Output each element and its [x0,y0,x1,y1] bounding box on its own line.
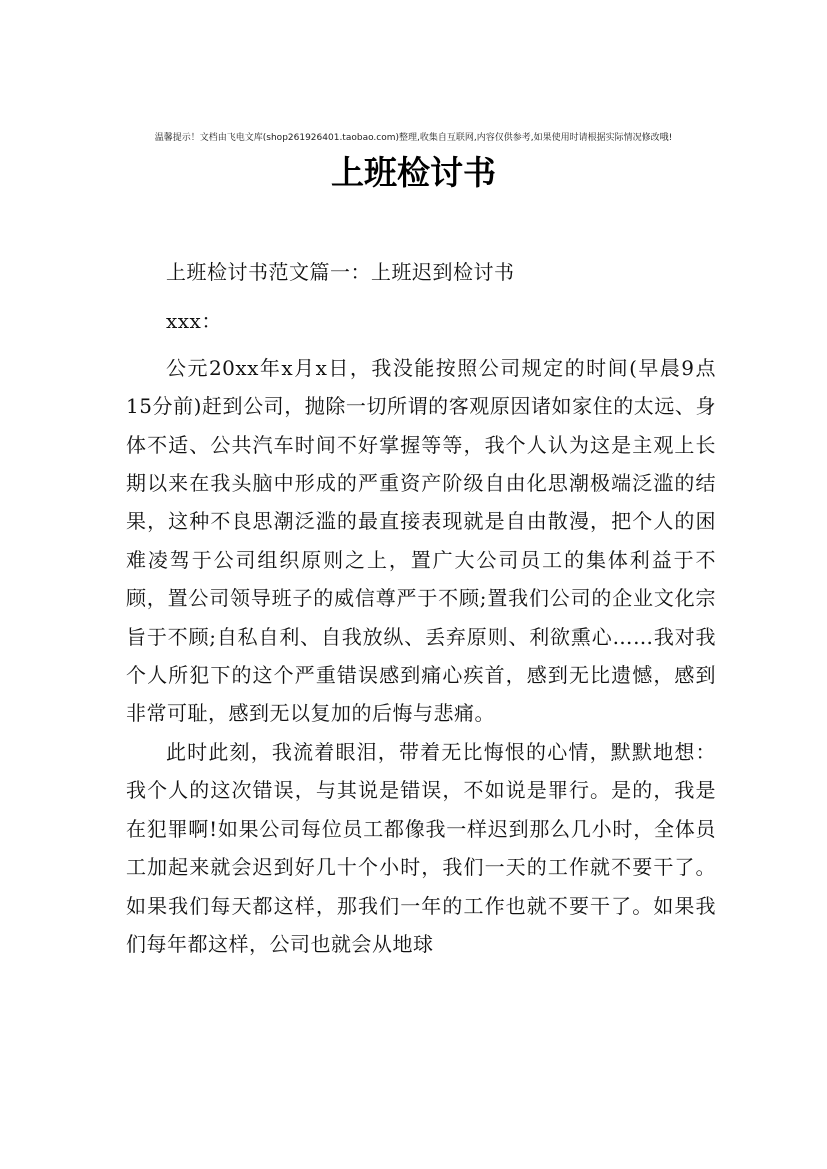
watermark-notice: 温馨提示！文档由飞电文库(shop261926401.taobao.com)整理,收集自互联网,内容仅供参考,如果使用时请根据实际情况修改哦! [154,133,673,143]
document-title: 上班检讨书 [331,153,496,192]
document-body [126,253,716,963]
section-subtitle: 上班检讨书范文篇一：上班迟到检讨书 [166,260,515,284]
salutation: xxx： [166,309,222,334]
body-paragraph-1: 公元20xx年x月x日，我没能按照公司规定的时间(早晨9点15分前)赶到公司，抛除一切所谓的客观原因诸如家住的太远、身体不适、公共汽车时间不好掌握等等，我个人认为这是主观上长期以来在我头脑中形成的严重资产阶级自由化思潮极端泛滥的结果，这种不良思潮泛滥的最直接表现就是自由散漫，把个人的困难凌驾于公司组织原则之上，置广大公司员工的集体利益于不顾，置公司领导班子的威信尊严于不顾;置我们公司的企业文化宗旨于不顾;自私自利、自我放纵、丢弃原则、利欲熏心……我对我个人所犯下的这个严重错误感到痛心疾首，感到无比遗憾，感到非常可耻，感到无以复加的后悔与悲痛。 [126,355,716,726]
body-paragraph-2: 此时此刻，我流着眼泪，带着无比悔恨的心情，默默地想：我个人的这次错误，与其说是错误，不如说是罪行。是的，我是在犯罪啊!如果公司每位员工都像我一样迟到那么几小时，全体员工加起来就会迟到好几十个小时，我们一天的工作就不要干了。如果我们每天都这样，那我们一年的工作也就不要干了。如果我们每年都这样，公司也就会从地球 [126,739,716,956]
